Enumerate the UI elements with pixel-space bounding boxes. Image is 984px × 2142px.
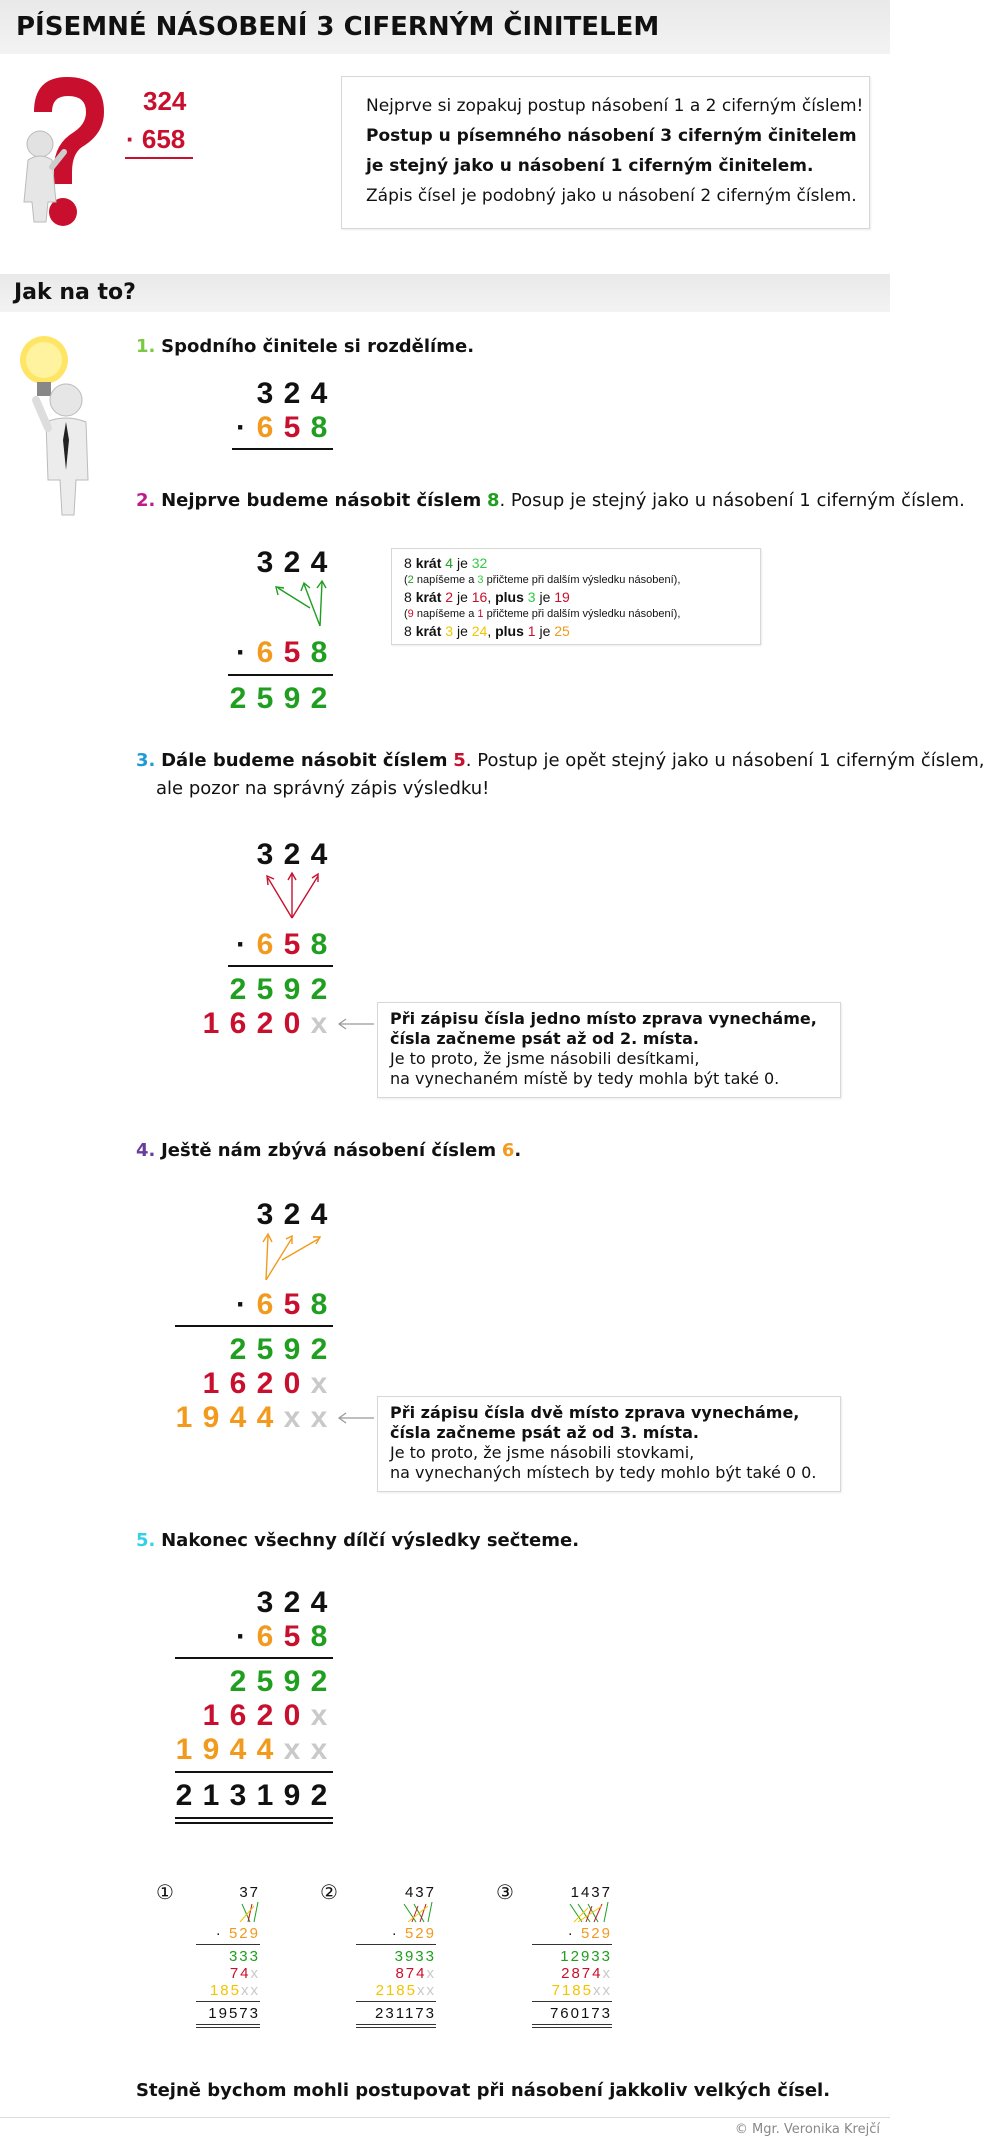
calc4-p1-d4: 2 [310, 1333, 328, 1366]
note8-l3-d: je [453, 589, 472, 605]
note8-l5-g: plus [495, 623, 528, 639]
step-3-digit: 5 [453, 750, 466, 771]
calc5-p3-x2: x [310, 1733, 328, 1766]
step-1 [136, 336, 474, 357]
note8-l5-j: 25 [554, 623, 570, 639]
ex3-arrows-icon [566, 1900, 614, 1924]
ex3-p2-row [532, 1965, 612, 1982]
calc3-bot-d2: 5 [283, 928, 301, 961]
calc4-p3-x1: x [283, 1401, 301, 1434]
note6-line-1: Při zápisu čísla dvě místo zprava vynecháme, [390, 1403, 800, 1422]
calc4-p2-d3: 2 [256, 1367, 274, 1400]
calc4-top-d2: 2 [283, 1198, 301, 1231]
calc5-double-line-1 [175, 1817, 333, 1819]
page-title: PÍSEMNÉ NÁSOBENÍ 3 CIFERNÝM ČINITELEM [16, 12, 660, 42]
example-3-label: ③ [496, 1880, 514, 1904]
example-1-label: ① [156, 1880, 174, 1904]
step-2-rest: . Posup je stejný jako u násobení 1 ciferným číslem. [499, 490, 965, 511]
footer-credit: © Mgr. Veronika Krejčí [734, 2122, 880, 2137]
note8-l2-c: napíšeme a [413, 574, 478, 586]
calc1-bot-d1: 6 [256, 411, 274, 444]
calc4-p3-d3: 4 [229, 1401, 247, 1434]
calc4-bot-d2: 5 [283, 1288, 301, 1321]
ex2-p2: 874 [395, 1965, 427, 1982]
calc5-p3-d2: 9 [202, 1733, 220, 1766]
calc3-p2-d2: 6 [229, 1007, 247, 1040]
ex2-arrows-icon [398, 1900, 438, 1924]
step-4 [136, 1140, 521, 1161]
note8-line-3 [404, 589, 570, 605]
calc5-line [175, 1657, 333, 1659]
note8-l4-e: přičteme při dalším výsledku násobení), [483, 608, 681, 620]
ex2-sum-line [356, 2001, 436, 2002]
calc1-bot-d2: 5 [283, 411, 301, 444]
note8-l1-a: 8 [404, 555, 416, 571]
calc2-top-d3: 4 [310, 546, 328, 579]
note8-l5-e: 24 [471, 623, 488, 639]
calc5-top-d1: 3 [256, 1586, 274, 1619]
title-band [0, 0, 890, 54]
calc1-top-d2: 2 [283, 377, 301, 410]
ex3-bottom [532, 1925, 612, 1942]
ex2-double-2 [356, 2027, 436, 2028]
ex3-line [532, 1944, 612, 1945]
intro-box [341, 76, 870, 229]
calc4-arrows-icon [258, 1230, 330, 1282]
step-3-bold: Dále budeme násobit číslem [161, 750, 448, 771]
calc3-dot: · [236, 928, 246, 961]
ex1-p2-x: x [250, 1965, 260, 1982]
calc4-p1-d3: 9 [283, 1333, 301, 1366]
note8-l3-b: krát [415, 589, 446, 605]
ex2-line [356, 1944, 436, 1945]
calc2-dot: · [236, 636, 246, 669]
note8-l5-c: 3 [445, 623, 454, 639]
step-2-bold: Nejprve budeme násobit číslem [161, 490, 482, 511]
calc4-p2-d1: 1 [202, 1367, 220, 1400]
ex3-p3: 7185 [551, 1982, 593, 1999]
calc3-p2-d3: 2 [256, 1007, 274, 1040]
calc2-bot-d3: 8 [310, 636, 328, 669]
step-5-text: Nakonec všechny dílčí výsledky sečteme. [161, 1530, 580, 1551]
note6-line-3: Je to proto, že jsme násobili stovkami, [390, 1443, 695, 1462]
note8-l3-f: , [487, 589, 496, 605]
ex3-p3-row [532, 1982, 612, 1999]
note8-l3-e: 16 [471, 589, 488, 605]
note8-l3-g: plus [495, 589, 528, 605]
calc1-dot: · [236, 411, 246, 444]
ex1-double-1 [196, 2024, 260, 2025]
intro-line-2: Postup u písemného násobení 3 ciferným činitelem [366, 126, 857, 146]
intro-line-1: Nejprve si zopakuj postup násobení 1 a 2 ciferným číslem! [366, 96, 864, 116]
note8-l4-c: napíšeme a [413, 608, 478, 620]
calc5-p1-d1: 2 [229, 1665, 247, 1698]
calc3-p1-d2: 5 [256, 973, 274, 1006]
calc5-p2-d3: 2 [256, 1699, 274, 1732]
calc5-p2-d2: 6 [229, 1699, 247, 1732]
note8-l3-c: 2 [445, 589, 454, 605]
ex3-top: 1437 [570, 1884, 612, 1901]
step-3-line2: ale pozor na správný zápis výsledku! [156, 778, 490, 799]
calc5-p2-x: x [310, 1699, 328, 1732]
calc3-top-d1: 3 [256, 838, 274, 871]
calc3-p2-x: x [310, 1007, 328, 1040]
ex1-p3-row [196, 1982, 260, 1999]
calc2-bot-d1: 6 [256, 636, 274, 669]
calc1-top-d3: 4 [310, 377, 328, 410]
note5-line-1: Při zápisu čísla jedno místo zprava vynecháme, [390, 1009, 817, 1028]
note8-l1-e: 32 [471, 555, 488, 571]
calc4-p1-d1: 2 [229, 1333, 247, 1366]
note8-l2-a: ( [404, 574, 408, 586]
calc4-bot-d1: 6 [256, 1288, 274, 1321]
ex2-sum: 231173 [375, 2005, 436, 2022]
calc5-double-line-2 [175, 1822, 333, 1824]
section-band [0, 274, 890, 312]
calc1-line [232, 448, 333, 450]
calc5-bot-d1: 6 [256, 1620, 274, 1653]
note8-l5-f: , [487, 623, 496, 639]
ex2-dot: · [391, 1925, 399, 1942]
question-figure-icon [12, 72, 112, 232]
calc4-p3-x2: x [310, 1401, 328, 1434]
calc4-top-d3: 4 [310, 1198, 328, 1231]
ex2-bottom [356, 1925, 436, 1942]
note8-l4-a: ( [404, 608, 408, 620]
ex2-p3-x2: x [426, 1982, 436, 1999]
ex1-arrows-icon [228, 1900, 262, 1924]
calc2-arrows-icon [270, 578, 330, 628]
ex3-sum: 760173 [549, 2005, 612, 2022]
note8-l3-h: 3 [527, 589, 536, 605]
ex3-sum-line [532, 2001, 612, 2002]
step-4-dot: . [514, 1140, 522, 1161]
note6-line-2: čísla začneme psát až od 3. místa. [390, 1423, 699, 1442]
ex1-line [196, 1944, 260, 1945]
ex1-dot: · [215, 1925, 223, 1942]
header-example-line [125, 157, 193, 159]
note5-line-3: Je to proto, že jsme násobili desítkami, [390, 1049, 700, 1068]
step-2-number: 2. [136, 490, 156, 511]
ex1-p2-row [196, 1965, 260, 1982]
calc2-bot-d2: 5 [283, 636, 301, 669]
ex2-p1: 3933 [394, 1948, 436, 1965]
step-3-rest: . Postup je opět stejný jako u násobení 1 ciferným číslem, [465, 750, 984, 771]
calc5-dot: · [236, 1620, 246, 1653]
step-5-number: 5. [136, 1530, 156, 1551]
note8-l4-d: 1 [477, 608, 484, 620]
calc5-sum-d2: 1 [202, 1779, 220, 1812]
ex3-p3-x2: x [602, 1982, 612, 1999]
ex3-dot: · [567, 1925, 575, 1942]
note8-line-2 [404, 574, 680, 586]
note8-l5-d: je [453, 623, 472, 639]
note8-line-4 [404, 608, 680, 620]
step-3-number: 3. [136, 750, 156, 771]
calc3-line [228, 965, 333, 967]
calc1-bot-d3: 8 [310, 411, 328, 444]
step-1-number: 1. [136, 336, 156, 357]
note8-l2-e: přičteme při dalším výsledku násobení), [483, 574, 681, 586]
calc3-p2-d4: 0 [283, 1007, 301, 1040]
calc5-p1-d3: 9 [283, 1665, 301, 1698]
calc4-p2-d4: 0 [283, 1367, 301, 1400]
calc3-bot-d3: 8 [310, 928, 328, 961]
note8-l3-a: 8 [404, 589, 416, 605]
calc5-p3-d3: 4 [229, 1733, 247, 1766]
ex3-double-1 [532, 2024, 612, 2025]
ex1-double-2 [196, 2027, 260, 2028]
ex1-p3: 185 [209, 1982, 241, 1999]
calc5-sum-d1: 2 [175, 1779, 193, 1812]
calc4-p3-d1: 1 [175, 1401, 193, 1434]
calc3-p2-d1: 1 [202, 1007, 220, 1040]
note-multiply-6 [377, 1396, 841, 1492]
step-3 [136, 750, 984, 771]
calc2-p1-d1: 2 [229, 682, 247, 715]
ex3-p2: 2874 [561, 1965, 603, 1982]
ex1-p1: 333 [228, 1948, 260, 1965]
ex2-p3-row [356, 1982, 436, 1999]
note8-l1-b: krát [415, 555, 446, 571]
ex2-p2-row [356, 1965, 436, 1982]
calc4-p3-d2: 9 [202, 1401, 220, 1434]
calc3-arrows-icon [262, 870, 328, 920]
ex1-p2: 74 [229, 1965, 251, 1982]
note5-line-4: na vynechaném místě by tedy mohla být také 0. [390, 1069, 780, 1088]
note5-line-2: čísla začneme psát až od 2. místa. [390, 1029, 699, 1048]
ex1-p3-x1: x [241, 1982, 251, 1999]
note-multiply-8 [391, 548, 761, 645]
calc2-top-d1: 3 [256, 546, 274, 579]
note6-line-4: na vynechaných místech by tedy mohlo být také 0 0. [390, 1463, 817, 1482]
note-multiply-5 [377, 1002, 841, 1098]
note8-l2-b: 2 [407, 574, 414, 586]
calc5-p2-d4: 0 [283, 1699, 301, 1732]
calc4-bot-d3: 8 [310, 1288, 328, 1321]
calc4-p3-d4: 4 [256, 1401, 274, 1434]
ex3-bottom-num: 529 [580, 1925, 612, 1942]
ex2-double-1 [356, 2024, 436, 2025]
calc5-p1-d4: 2 [310, 1665, 328, 1698]
ex1-p3-x2: x [250, 1982, 260, 1999]
ex3-p1: 12933 [560, 1948, 612, 1965]
ex2-top: 437 [404, 1884, 436, 1901]
ex2-bottom-num: 529 [404, 1925, 436, 1942]
calc4-p2-x: x [310, 1367, 328, 1400]
note8-l5-b: krát [415, 623, 446, 639]
ex1-bottom-num: 529 [228, 1925, 260, 1942]
note8-l5-i: je [535, 623, 555, 639]
note8-l1-d: je [453, 555, 472, 571]
intro-line-3: je stejný jako u násobení 1 ciferným činitelem. [366, 156, 814, 176]
lightbulb-figure-icon [18, 330, 98, 520]
calc3-p1-d3: 9 [283, 973, 301, 1006]
calc5-p2-d1: 1 [202, 1699, 220, 1732]
ex1-sum: 19573 [208, 2005, 260, 2022]
note8-l3-j: 19 [554, 589, 570, 605]
footer-divider [0, 2117, 890, 2118]
note8-l5-a: 8 [404, 623, 416, 639]
calc4-p1-d2: 5 [256, 1333, 274, 1366]
calc5-sum-d4: 1 [256, 1779, 274, 1812]
calc5-sum-d5: 9 [283, 1779, 301, 1812]
calc1-top-d1: 3 [256, 377, 274, 410]
calc5-p3-d1: 1 [175, 1733, 193, 1766]
ex2-p3-x1: x [417, 1982, 427, 1999]
ex2-p3: 2185 [375, 1982, 417, 1999]
ex3-double-2 [532, 2027, 612, 2028]
note8-line-5 [404, 623, 570, 639]
ex1-sum-line [196, 2001, 260, 2002]
intro-line-4: Zápis čísel je podobný jako u násobení 2 ciferným číslem. [366, 186, 857, 206]
calc3-pointer-arrow-icon [336, 1016, 376, 1032]
calc5-bot-d2: 5 [283, 1620, 301, 1653]
ex3-p3-x1: x [593, 1982, 603, 1999]
calc3-top-d2: 2 [283, 838, 301, 871]
calc2-p1-d3: 9 [283, 682, 301, 715]
note8-l5-h: 1 [527, 623, 536, 639]
calc3-top-d3: 4 [310, 838, 328, 871]
step-1-text: Spodního činitele si rozdělíme. [161, 336, 475, 357]
calc5-p3-d4: 4 [256, 1733, 274, 1766]
calc5-top-d3: 4 [310, 1586, 328, 1619]
note8-l4-b: 9 [407, 608, 414, 620]
calc3-p1-d4: 2 [310, 973, 328, 1006]
ex3-p2-x: x [602, 1965, 612, 1982]
calc2-p1-d4: 2 [310, 682, 328, 715]
calc2-top-d2: 2 [283, 546, 301, 579]
note8-l3-i: je [535, 589, 555, 605]
calc5-p3-x1: x [283, 1733, 301, 1766]
calc5-top-d2: 2 [283, 1586, 301, 1619]
calc4-p2-d2: 6 [229, 1367, 247, 1400]
calc3-bot-d1: 6 [256, 928, 274, 961]
step-2 [136, 490, 965, 511]
calc2-p1-d2: 5 [256, 682, 274, 715]
calc5-sum-d6: 2 [310, 1779, 328, 1812]
note8-l1-c: 4 [445, 555, 454, 571]
example-2-label: ② [320, 1880, 338, 1904]
ex1-top: 37 [239, 1884, 260, 1901]
calc4-top-d1: 3 [256, 1198, 274, 1231]
step-2-digit: 8 [486, 490, 500, 511]
ex2-p2-x: x [426, 1965, 436, 1982]
calc4-pointer-arrow-icon [336, 1410, 376, 1426]
calc5-sum-d3: 3 [229, 1779, 247, 1812]
note8-l2-d: 3 [477, 574, 484, 586]
calc5-p1-d2: 5 [256, 1665, 274, 1698]
note8-line-1 [404, 555, 487, 571]
calc2-line [228, 674, 333, 676]
calc4-dot: · [236, 1288, 246, 1321]
step-5 [136, 1530, 579, 1551]
calc5-sum-line [175, 1771, 333, 1773]
step-4-bold: Ještě nám zbývá násobení číslem [161, 1140, 497, 1161]
header-example-bottom: · 658 [126, 124, 186, 154]
ex1-bottom [196, 1925, 260, 1942]
calc5-bot-d3: 8 [310, 1620, 328, 1653]
calc3-p1-d1: 2 [229, 973, 247, 1006]
section-title: Jak na to? [14, 280, 136, 305]
header-example-top: 324 [143, 86, 187, 116]
calc4-line [175, 1325, 333, 1327]
step-4-digit: 6 [501, 1140, 515, 1161]
step-4-number: 4. [136, 1140, 156, 1161]
conclusion: Stejně bychom mohli postupovat při násobení jakkoliv velkých čísel. [136, 2080, 831, 2101]
